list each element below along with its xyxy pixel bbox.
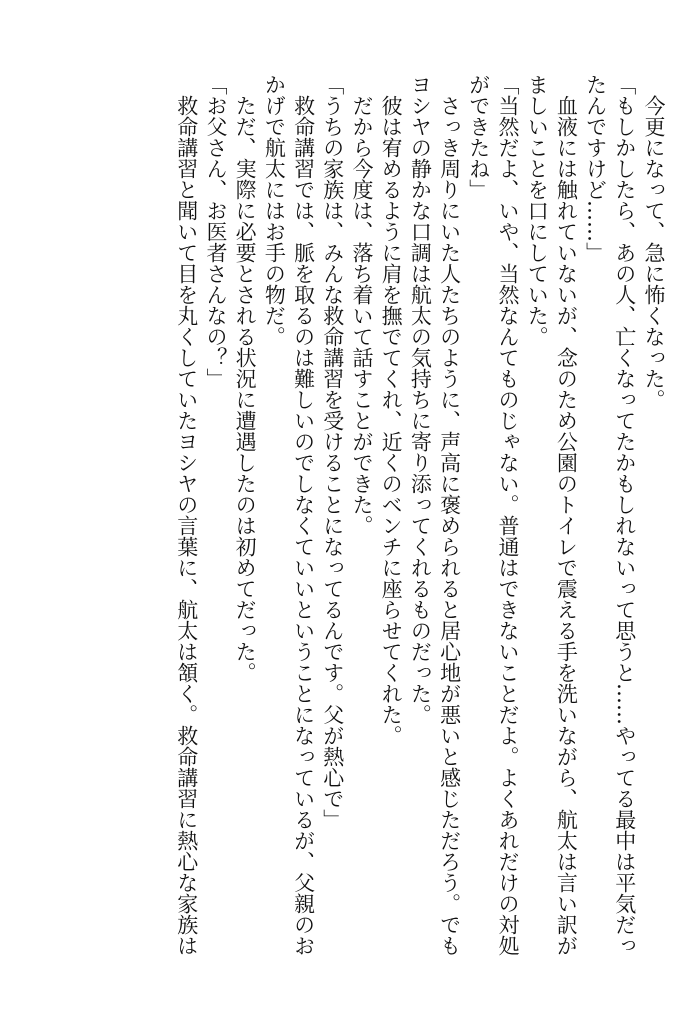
text-line: 救命講習と聞いて目を丸くしていたヨシヤの言葉に、航太は頷く。救命講習に熱心な家族は [174,74,199,956]
text-line: 血液には触れていないが、念のため公園のトイレで震える手を洗いながら、航太は言い訳が [554,74,579,956]
text-line: 彼は宥めるように肩を撫でてくれ、近くのベンチに座らせてくれた。 [379,74,404,746]
text-line: さっき周りにいた人たちのように、声高に褒められると居心地が悪いと感じただろう。でも [437,74,462,956]
text-line: ができたね」 [466,74,491,200]
text-line: 救命講習では、脈を取るのは難しいのでしなくていいということになっているが、父親のお [291,74,316,956]
text-line: だから今度は、落ち着いて話すことができた。 [349,74,374,536]
text-line: 今更になって、急に怖くなった。 [642,74,666,410]
text-line: 「もしかしたら、あの人、亡くなってたかもしれないって思うと……やってる最中は平気だっ [612,74,637,956]
text-line: 「お父さん、お医者さんなの？」 [203,74,228,389]
text-line: 「うちの家族は、みんな救命講習を受けることになってるんです。父が熱心で」 [320,74,345,830]
text-line: 「当然だよ、いや、当然なんてものじゃない。普通はできないことだよ。よくあれだけの対処 [495,74,520,956]
vertical-text-body [172,74,668,979]
text-line: たんですけど……」 [583,74,608,263]
text-line: ましいことを口にしていた。 [525,74,550,347]
text-line: ヨシヤの静かな口調は航太の気持ちに寄り添ってくれるものだった。 [408,74,433,725]
text-line: ただ、実際に必要とされる状況に遭遇したのは初めてだった。 [233,74,258,683]
text-line: かげで航太にはお手の物だ。 [262,74,287,347]
